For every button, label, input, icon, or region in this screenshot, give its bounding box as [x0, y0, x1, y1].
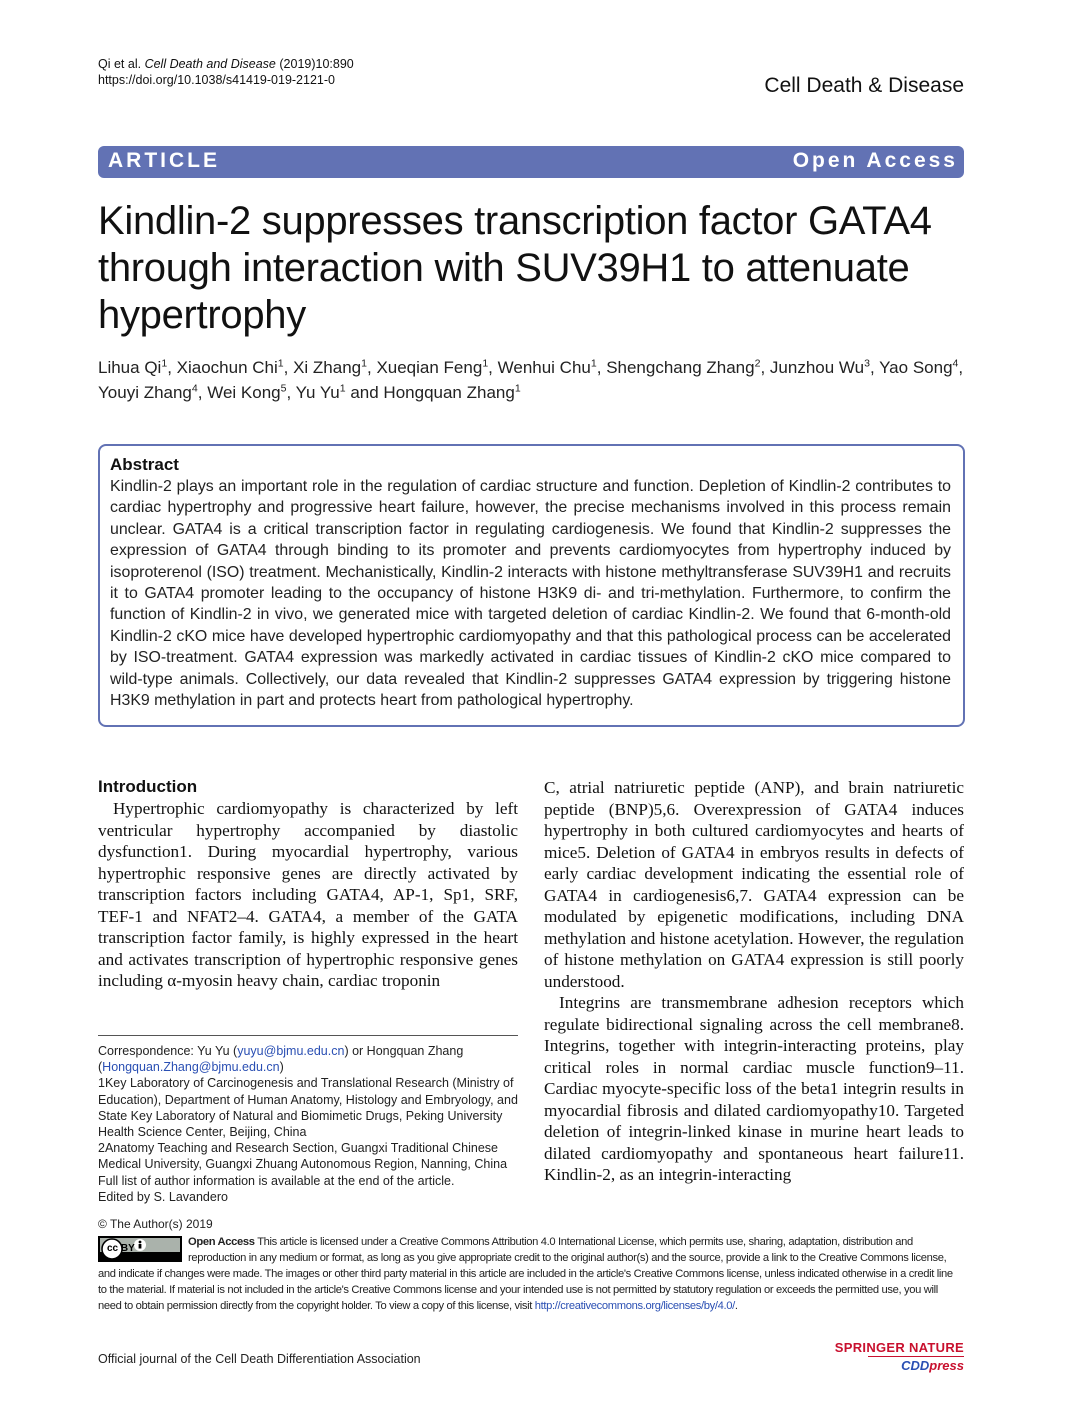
- copyright: © The Author(s) 2019: [98, 1217, 213, 1231]
- body-column-left: [98, 798, 518, 992]
- author[interactable]: Lihua Qi$^1$: [98, 357, 168, 377]
- cdd-press-logo: CDDpress: [901, 1358, 964, 1373]
- affiliation-1: 1Key Laboratory of Carcinogenesis and Translational Research (Ministry of Education), Department of Human Anatomy, Histology and Embryology, and State Key Laboratory of Natural and Biomimetic Drugs, Peking University Health Science Center, Beijing, China: [98, 1076, 518, 1140]
- publisher-logo: [835, 1340, 964, 1373]
- paragraph: C, atrial natriuretic peptide (ANP), and brain natriuretic peptide (BNP)5,6. Overexpression of GATA4 induces hypertrophy in both cultured cardiomyocytes and hearts of mice5. Deletion of GATA4 in embryos results in defects of early cardiac development indicating the essential role of GATA4 in cardiogenesis6,7. GATA4 expression can be modulated by epigenetic modifications, including DNA methylation and histone acetylation. However, the regulation of histone methylation on GATA4 expression is still poorly understood.: [544, 778, 964, 991]
- license-url[interactable]: http://creativecommons.org/licenses/by/4.0/: [534, 1300, 735, 1312]
- full-list-note: Full list of author information is available at the end of the article.: [98, 1173, 455, 1188]
- cc-by-icon[interactable]: cc BY: [98, 1236, 182, 1262]
- article-type-label: ARTICLE: [108, 149, 220, 172]
- author-list: Lihua Qi$^1$, Xiaochun Chi$^1$, Xi Zhang$^1$, Xueqian Feng$^1$, Wenhui Chu$^1$, Shengchang Zhang$^2$, Junzhou Wu$^3$, Yao Song$^4$, Youyi Zhang$^4$, Wei Kong$^5$, Yu Yu$^1$ and Hongquan Zhang$^1$: [98, 357, 964, 402]
- license-text: cc BY Open Access This article is licensed under a Creative Commons Attribution 4.0 International License, which permits use, sharing, adaptation, distribution and reproduction in any medium or format, as long as you give appropriate credit to the original author(s) and the source, provide a link to the Creative Commons license, and indicate if changes were made. The images or other third party material in this article are included in the article's Creative Commons license, unless indicated otherwise in a credit line to the material. If material is not included in the article's Creative Commons license and your intended use is not permitted by statutory regulation or exceeds the permitted use, you will need to obtain permission directly from the copyright holder. To view a copy of this license, visit http://creativecommons.org/licenses/by/4.0/.: [98, 1236, 953, 1312]
- doi-link[interactable]: https://doi.org/10.1038/s41419-019-2121-0: [98, 73, 335, 87]
- footnotes: [98, 1043, 523, 1205]
- author[interactable]: Youyi Zhang$^4$: [98, 382, 198, 402]
- author[interactable]: Junzhou Wu$^3$: [769, 357, 870, 377]
- author[interactable]: Xiaochun Chi$^1$: [176, 357, 284, 377]
- paragraph: Hypertrophic cardiomyopathy is characterized by left ventricular hypertrophy accompanied by diastolic dysfunction1. During myocardial hypertrophy, various hypertrophic responsive genes are directly activated by transcription factors including GATA4, AP-1, Sp1, SRF, TEF-1 and NFAT2–4. GATA4, a member of the GATA transcription factor family, is highly expressed in the heart and activates transcription of hypertrophic responsive genes including α-myosin heavy chain, cardiac troponin: [98, 799, 518, 990]
- springer-nature-logo: SPRINGER NATURE: [834, 1340, 964, 1355]
- body-column-right: [544, 777, 964, 1186]
- edited-by: Edited by S. Lavandero: [98, 1189, 228, 1204]
- year-volume: (2019)10:890: [279, 57, 354, 71]
- email-link[interactable]: yuyu@bjmu.edu.cn: [237, 1044, 345, 1058]
- open-access-strong: Open Access: [188, 1236, 255, 1248]
- author[interactable]: Wenhui Chu$^1$: [497, 357, 597, 377]
- journal-italic: Cell Death and Disease: [144, 57, 276, 71]
- author[interactable]: Yu Yu$^1$: [295, 382, 346, 402]
- journal-name: Cell Death & Disease: [764, 74, 964, 97]
- article-title: Kindlin-2 suppresses transcription factor GATA4 through interaction with SUV39H1 to attenuate hypertrophy: [98, 199, 932, 337]
- paragraph: Integrins are transmembrane adhesion receptors which regulate bidirectional signaling across the cell membrane8. Integrins, together with integrin-interacting proteins, play critical roles in normal cardiac muscle function9–11. Cardiac myocyte-specific loss of the beta1 integrin results in myocardial fibrosis and dilated cardiomyopathy10. Targeted deletion of integrin-linked kinase in murine heart leads to dilated cardiomyopathy and spontaneous heart failure11. Kindlin-2, as an integrin-interacting: [544, 993, 964, 1184]
- author[interactable]: Wei Kong$^5$: [207, 382, 287, 402]
- footnote-separator: [98, 1035, 518, 1036]
- citation-header: [98, 56, 354, 88]
- abstract-heading: Abstract: [110, 455, 179, 474]
- article-banner: [98, 146, 964, 178]
- citation-line: [98, 56, 354, 72]
- abstract-box: [98, 444, 965, 727]
- author[interactable]: Yao Song$^4$: [879, 357, 959, 377]
- open-access-label: Open Access: [792, 149, 958, 172]
- email-link[interactable]: Hongquan.Zhang@bjmu.edu.cn: [102, 1060, 280, 1075]
- author[interactable]: Shengchang Zhang$^2$: [606, 357, 761, 377]
- author[interactable]: Xi Zhang$^1$: [293, 357, 367, 377]
- author[interactable]: Xueqian Feng$^1$: [376, 357, 489, 377]
- correspondence: Correspondence: Yu Yu (yuyu@bjmu.edu.cn) or Hongquan Zhang (Hongquan.Zhang@bjmu.edu.cn): [98, 1044, 464, 1075]
- footer-journal-note: Official journal of the Cell Death Differentiation Association: [98, 1352, 421, 1366]
- introduction-heading: Introduction: [98, 777, 198, 796]
- affiliation-2: 2Anatomy Teaching and Research Section, Guangxi Traditional Chinese Medical University, Guangxi Zhuang Autonomous Region, Nanning, China: [98, 1141, 508, 1172]
- author[interactable]: Hongquan Zhang$^1$: [383, 382, 521, 402]
- short-authors: Qi et al.: [98, 57, 142, 71]
- abstract-text: Kindlin-2 plays an important role in the regulation of cardiac structure and function. Depletion of Kindlin-2 contributes to cardiac hypertrophy and progressive heart failure, however, the precise mechanisms involved in this process remain unclear. GATA4 is a critical transcription factor in regulating cardiogenesis. We found that Kindlin-2 suppresses the expression of GATA4 through binding to its promoter and prevents cardiomyocytes from hypertrophy induced by isoproterenol (ISO) treatment. Mechanistically, Kindlin-2 interacts with histone methyltransferase SUV39H1 and recruits it to GATA4 promoter leading to the occupancy of histone H3K9 di- and tri-methylation. Furthermore, to confirm the function of Kindlin-2 in vivo, we generated mice with targeted deletion of cardiac Kindlin-2. We found that 6-month-old Kindlin-2 cKO mice have developed hypertrophic cardiomyopathy and that this pathological process can be accelerated by ISO-treatment. GATA4 expression was markedly activated in cardiac tissues of Kindlin-2 cKO mice compared to wild-type animals. Collectively, our data revealed that Kindlin-2 suppresses GATA4 expression by triggering histone H3K9 methylation in part and protects heart from pathological hypertrophy.: [110, 478, 951, 710]
